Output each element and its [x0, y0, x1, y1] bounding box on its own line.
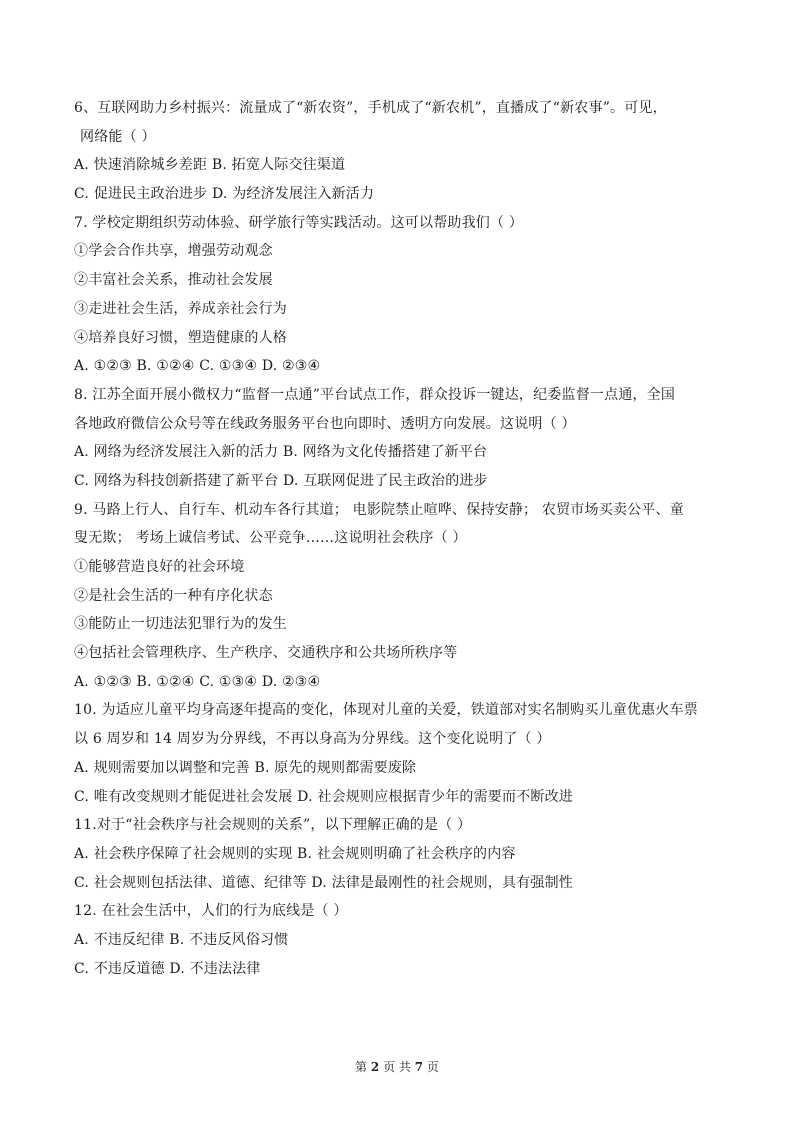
question-6-stem-line-2: 网络能（ ）	[80, 128, 156, 145]
question-9-stem-line-2: 叟无欺； 考场上诚信考试、公平竞争……这说明社会秩序（ ）	[74, 530, 467, 547]
question-9-statement-4: ④包括社会管理秩序、生产秩序、交通秩序和公共场所秩序等	[74, 645, 458, 662]
question-7-statement-1: ①学会合作共享，增强劳动观念	[74, 243, 273, 260]
question-7-statement-4: ④培养良好习惯，塑造健康的人格	[74, 329, 287, 346]
question-7-statement-3: ③走进社会生活，养成亲社会行为	[74, 300, 287, 317]
footer-prefix: 第	[355, 1060, 368, 1074]
question-10-stem-line-1: 10. 为适应儿童平均身高逐年提高的变化，体现对儿童的关爱，铁道部对实名制购买儿童优惠火车票	[74, 702, 698, 719]
footer-page-number: 2	[370, 1060, 380, 1074]
footer-middle: 页 共	[383, 1060, 411, 1074]
question-6-options-line-2: C. 促进民主政治进步 D. 为经济发展注入新活力	[74, 186, 375, 203]
question-8-stem-line-1: 8. 江苏全面开展小微权力“监督一点通”平台试点工作，群众投诉一键达，纪委监督一点通，全国	[74, 386, 676, 403]
question-7-statement-2: ②丰富社会关系，推动社会发展	[74, 272, 273, 289]
question-list	[74, 94, 726, 983]
question-12-options-line-2: C. 不违反道德 D. 不违法法律	[74, 960, 261, 977]
question-9-options: A. ①②③ B. ①②④ C. ①③④ D. ②③④	[74, 673, 321, 690]
question-8-options-line-2: C. 网络为科技创新搭建了新平台 D. 互联网促进了民主政治的进步	[74, 472, 488, 489]
question-6-stem-line-1: 6、互联网助力乡村振兴：流量成了“新农资”，手机成了“新农机”，直播成了“新农事”。可见，	[74, 100, 667, 116]
question-11-options-line-1: A. 社会秩序保障了社会规则的实现 B. 社会规则明确了社会秩序的内容	[74, 845, 516, 862]
question-9-stem-line-1: 9. 马路上行人、自行车、机动车各行其道； 电影院禁止喧哗、保持安静； 农贸市场买卖公平、童	[74, 501, 684, 518]
question-6-options-line-1: A. 快速消除城乡差距 B. 拓宽人际交往渠道	[74, 157, 346, 174]
question-10-options-line-2: C. 唯有改变规则才能促进社会发展 D. 社会规则应根据青少年的需要而不断改进	[74, 788, 573, 805]
question-12-stem: 12. 在社会生活中，人们的行为底线是（ ）	[74, 903, 348, 920]
question-7-stem: 7. 学校定期组织劳动体验、研学旅行等实践活动。这可以帮助我们（ ）	[74, 214, 524, 231]
question-8-stem-line-2: 各地政府微信公众号等在线政务服务平台也向即时、透明方向发展。这说明（ ）	[74, 415, 576, 432]
question-9-statement-3: ③能防止一切违法犯罪行为的发生	[74, 616, 287, 633]
question-8-options-line-1: A. 网络为经济发展注入新的活力 B. 网络为文化传播搭建了新平台	[74, 444, 488, 461]
question-11-stem: 11.对于“社会秩序与社会规则的关系”，以下理解正确的是（ ）	[74, 817, 472, 834]
question-10-options-line-1: A. 规则需要加以调整和完善 B. 原先的规则都需要废除	[74, 759, 417, 776]
question-12-options-line-1: A. 不违反纪律 B. 不违反风俗习惯	[74, 931, 289, 948]
question-9-statement-1: ①能够营造良好的社会环境	[74, 559, 245, 575]
footer-total-pages: 7	[414, 1060, 424, 1074]
footer-suffix: 页	[426, 1060, 439, 1074]
question-7-options: A. ①②③ B. ①②④ C. ①③④ D. ②③④	[74, 358, 321, 375]
question-9-statement-2: ②是社会生活的一种有序化状态	[74, 587, 273, 604]
question-10-stem-line-2: 以 6 周岁和 14 周岁为分界线，不再以身高为分界线。这个变化说明了（ ）	[74, 731, 551, 748]
question-11-options-line-2: C. 社会规则包括法律、道德、纪律等 D. 法律是最刚性的社会规则，具有强制性	[74, 874, 573, 891]
page-footer	[0, 1058, 794, 1075]
